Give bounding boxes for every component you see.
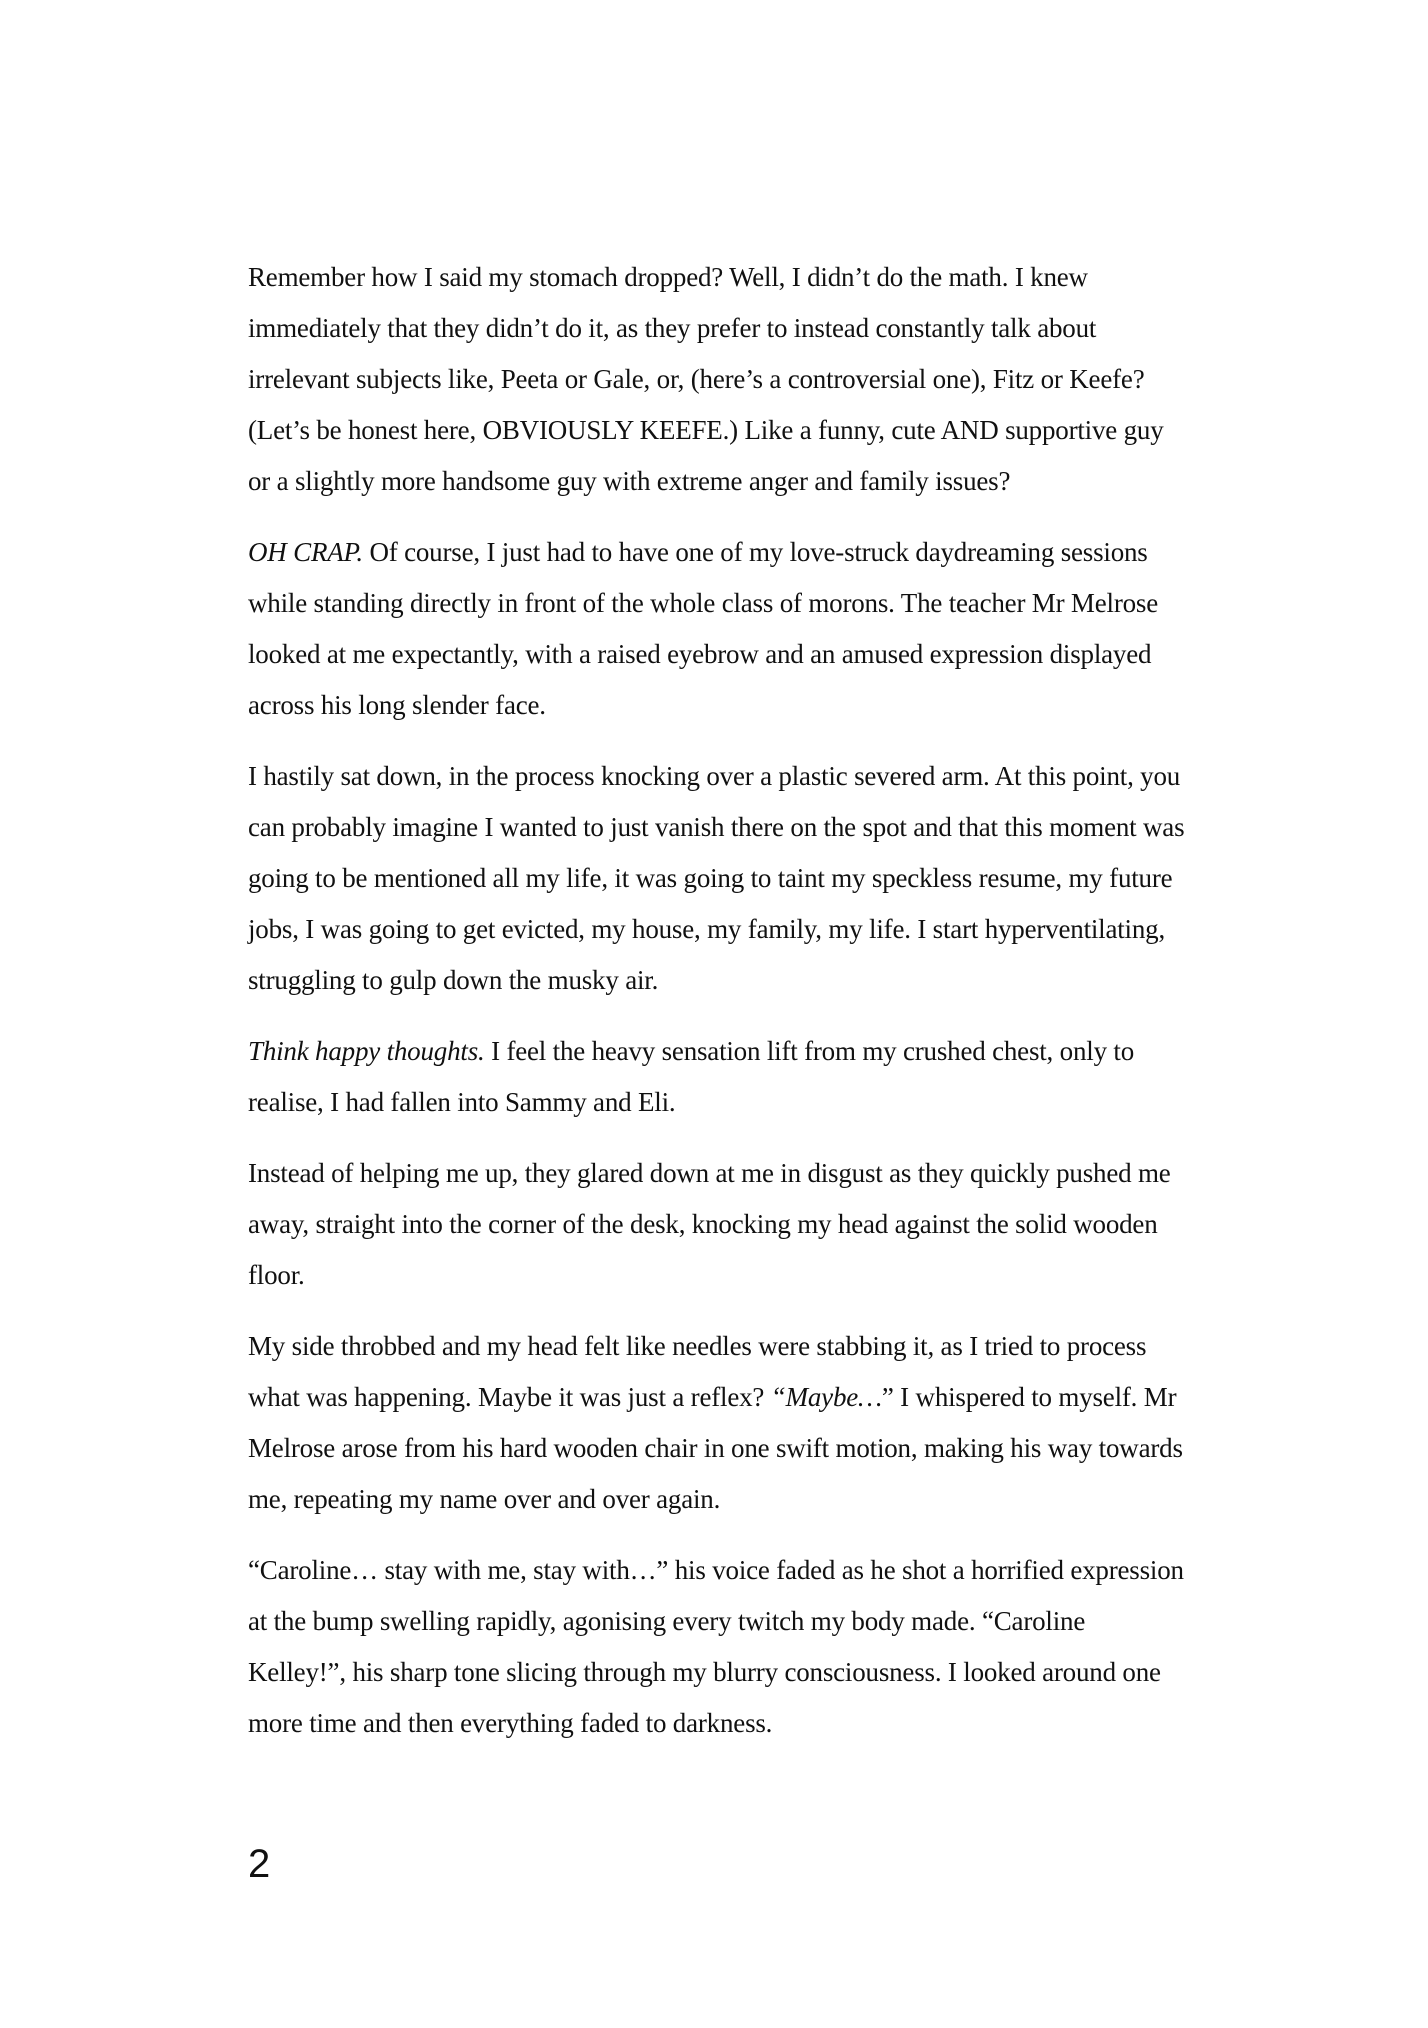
paragraph-3 bbox=[248, 751, 1188, 1006]
page-number: 2 bbox=[248, 1842, 271, 1886]
paragraph-italic-lead: Think happy thoughts. bbox=[248, 1036, 485, 1066]
paragraph-text: Instead of helping me up, they glared down at me in disgust as they quickly pushed me away, straight into the corner of the desk, knocking my head against the solid wooden floor. bbox=[248, 1158, 1171, 1290]
paragraph-tail: ” I whispered to myself. Mr Melrose arose from his hard wooden chair in one swift motion, making his way towards me, repeating my name over and over again. bbox=[248, 1382, 1183, 1514]
paragraph-text: “Caroline… stay with me, stay with…” his voice faded as he shot a horrified expression at the bump swelling rapidly, agonising every twitch my body made. “Caroline Kelley!”, his sharp tone slicing through my blurry consciousness. I looked around one more time and then everything faded to darkness. bbox=[248, 1555, 1184, 1738]
paragraph-1 bbox=[248, 252, 1188, 507]
paragraph-2 bbox=[248, 527, 1188, 731]
paragraph-7 bbox=[248, 1545, 1188, 1749]
paragraph-text: Of course, I just had to have one of my love-struck daydreaming sessions while standing directly in front of the whole class of morons. The teacher Mr Melrose looked at me expectantly, with a raised eyebrow and an amused expression displayed across his long slender face. bbox=[248, 537, 1159, 720]
paragraph-italic-mid: “Maybe… bbox=[770, 1382, 882, 1412]
paragraph-5 bbox=[248, 1148, 1188, 1301]
paragraph-italic-lead: OH CRAP. bbox=[248, 537, 363, 567]
paragraph-text: My side throbbed and my head felt like needles were stabbing it, as I tried to process what was happening. Maybe it was just a reflex? bbox=[248, 1331, 1147, 1412]
paragraph-text: Remember how I said my stomach dropped? Well, I didn’t do the math. I knew immediately that they didn’t do it, as they prefer to instead constantly talk about irrelevant subjects like, Peeta or Gale, or, (here’s a controversial one), Fitz or Keefe? (Let’s be honest here, OBVIOUSLY KEEFE.) Like a funny, cute AND supportive guy or a slightly more handsome guy with extreme anger and family issues? bbox=[248, 262, 1164, 496]
paragraph-6 bbox=[248, 1321, 1188, 1525]
paragraph-text: I hastily sat down, in the process knocking over a plastic severed arm. At this point, you can probably imagine I wanted to just vanish there on the spot and that this moment was going to be mentioned all my life, it was going to taint my speckless resume, my future jobs, I was going to get evicted, my house, my family, my life. I start hyperventilating, struggling to gulp down the musky air. bbox=[248, 761, 1185, 995]
paragraph-4 bbox=[248, 1026, 1188, 1128]
paragraph-text: I feel the heavy sensation lift from my crushed chest, only to realise, I had fallen into Sammy and Eli. bbox=[248, 1036, 1135, 1117]
body-text bbox=[248, 252, 1188, 1769]
